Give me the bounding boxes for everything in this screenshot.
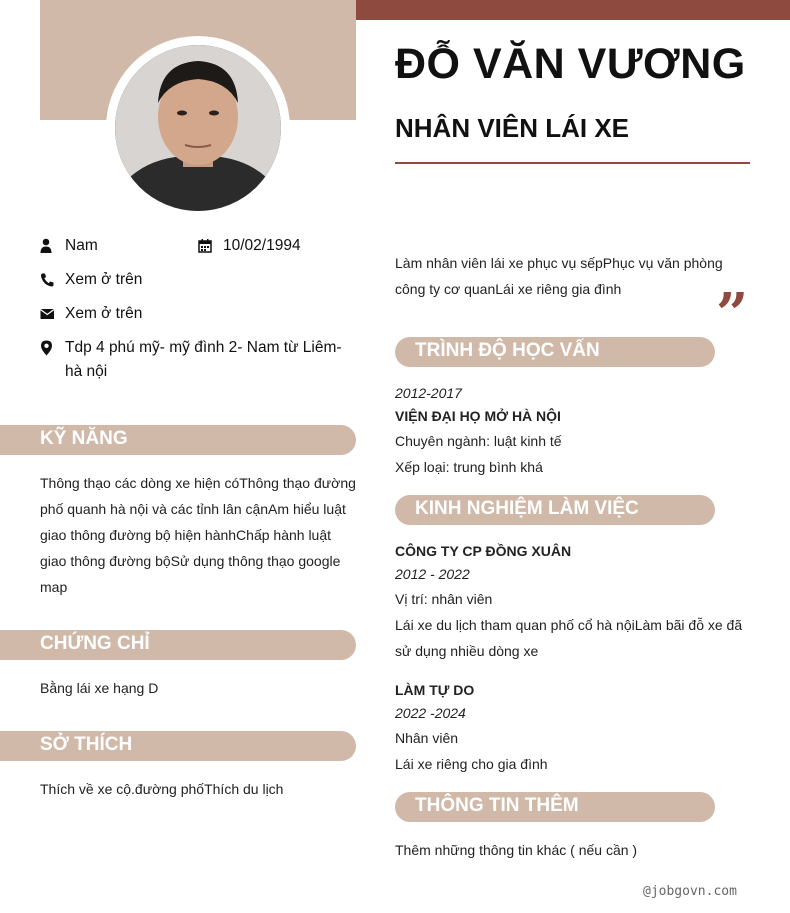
experience-heading-band	[395, 495, 715, 525]
email-value: Xem ở trên	[65, 305, 143, 322]
hobbies-heading-band	[0, 731, 356, 761]
more-info-heading: THÔNG TIN THÊM	[415, 795, 579, 816]
education-heading: TRÌNH ĐỘ HỌC VẤN	[415, 340, 600, 361]
envelope-icon	[40, 306, 56, 322]
phone-icon	[40, 272, 56, 288]
hobbies-text: Thích về xe cộ.đường phốThích du lịch	[40, 781, 284, 797]
job-description: Lái xe riêng cho gia đình	[395, 756, 548, 772]
career-summary: Làm nhân viên lái xe phục vụ sếpPhục vụ văn phòng công ty cơ quanLái xe riêng gia đình	[395, 255, 723, 297]
hobbies-heading: SỞ THÍCH	[40, 734, 133, 755]
watermark: @jobgovn.com	[643, 884, 737, 899]
skills-heading: KỸ NĂNG	[40, 428, 128, 449]
phone-value: Xem ở trên	[65, 271, 143, 288]
more-info-text: Thêm những thông tin khác ( nếu cần )	[395, 842, 638, 858]
experience-heading: KINH NGHIỆM LÀM VIỆC	[415, 498, 639, 519]
job-description: Lái xe du lịch tham quan phố cổ hà nộiLàm bãi đỗ xe đã sử dụng nhiều dòng xe	[395, 617, 743, 659]
top-accent-band	[356, 0, 790, 20]
job-title: NHÂN VIÊN LÁI XE	[395, 113, 630, 143]
job-company: CÔNG TY CP ĐỒNG XUÂN	[395, 543, 572, 559]
address-row	[40, 336, 356, 386]
person-icon	[40, 238, 56, 254]
education-school: VIỆN ĐẠI HỌ MỞ HÀ NỘI	[395, 408, 561, 424]
candidate-name: ĐỖ VĂN VƯƠNG	[395, 40, 746, 88]
skills-text: Thông thạo các dòng xe hiện cóThông thạo đường phố quanh hà nội và các tỉnh lân cậnAm hiểu luật giao thông đường bộ hiện hànhChấp hành luật giao thông đường bộSử dụng thông thạo google map	[40, 475, 356, 595]
education-grade: Xếp loại: trung bình khá	[395, 459, 543, 475]
education-heading-band	[395, 337, 715, 367]
quote-icon: ”	[716, 281, 749, 347]
skills-heading-band	[0, 425, 356, 455]
job-position: Nhân viên	[395, 730, 459, 746]
education-major: Chuyên ngành: luật kinh tế	[395, 433, 562, 449]
birthdate-value: 10/02/1994	[223, 237, 301, 254]
certificates-heading-band	[0, 630, 356, 660]
calendar-icon	[198, 238, 214, 254]
avatar	[115, 45, 281, 211]
address-value: Tdp 4 phú mỹ- mỹ đình 2- Nam từ Liêm- hà nội	[65, 339, 342, 380]
more-info-heading-band	[395, 792, 715, 822]
map-pin-icon	[40, 340, 56, 356]
title-divider	[395, 162, 750, 164]
education-period: 2012-2017	[395, 385, 462, 401]
job-period: 2022 -2024	[395, 705, 466, 721]
job-period: 2012 - 2022	[395, 566, 470, 582]
gender-value: Nam	[65, 237, 98, 254]
job-position: Vị trí: nhân viên	[395, 591, 493, 607]
certificates-heading: CHỨNG CHỈ	[40, 633, 150, 654]
job-company: LÀM TỰ DO	[395, 682, 475, 698]
certificates-text: Bằng lái xe hạng D	[40, 680, 159, 696]
